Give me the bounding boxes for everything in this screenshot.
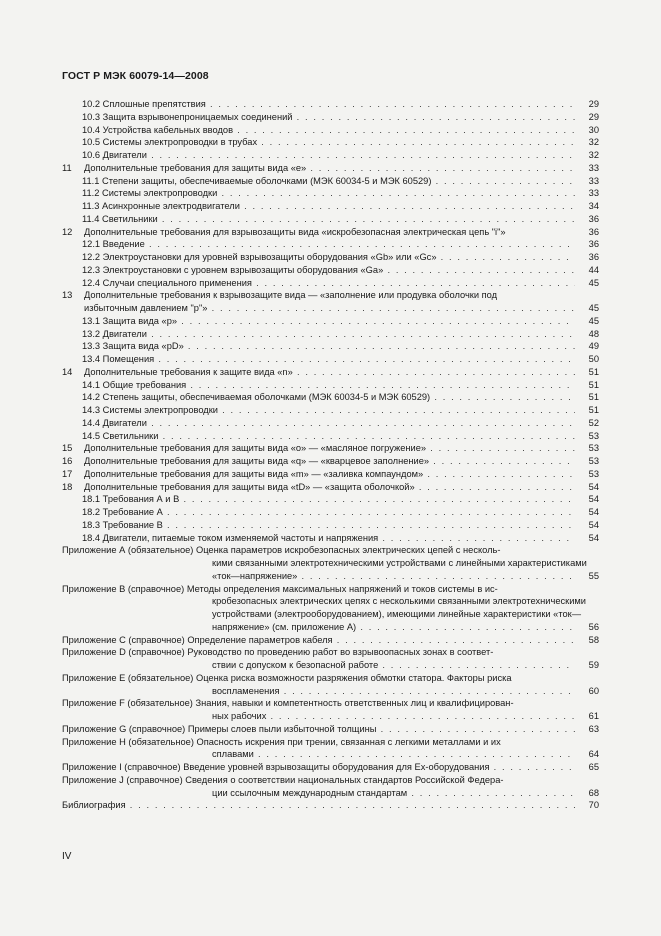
toc-entry — [62, 634, 599, 647]
toc-entry — [62, 595, 599, 608]
toc-page-number: 36 — [588, 252, 599, 262]
toc-entry-title: напряжение» (см. приложение А) . . . — [212, 621, 575, 634]
toc-entry — [62, 238, 599, 251]
toc-page-number: 53 — [588, 468, 599, 479]
toc-entry-title: Дополнительные требования для защиты вида «е» . . . — [84, 162, 575, 175]
toc-entry-title: 14.1 Общие требования . . . — [82, 379, 575, 392]
toc-page-number: 36 — [588, 239, 599, 250]
toc-page-number: 44 — [588, 264, 599, 275]
toc-page-number: 36 — [588, 226, 599, 237]
toc-entry-title: 12.3 Электроустановки с уровнем взрывозащиты оборудования «Ga» . . . — [82, 264, 575, 277]
toc-entry — [62, 481, 599, 494]
toc-entry-title: 14.5 Светильники . . . — [82, 430, 575, 443]
toc-page-number: 63 — [588, 723, 599, 734]
toc-entry-title: 12.4 Случаи специального применения . . . — [82, 277, 575, 290]
toc-entry-title: кробезопасных электрических цепях с несколькими связанными электротехническими — [212, 596, 586, 607]
toc-page-number: 29 — [588, 99, 599, 109]
toc-entry — [62, 289, 599, 302]
toc-entry — [62, 774, 599, 787]
toc-entry — [62, 442, 599, 455]
toc-section-number: 18 — [62, 481, 73, 492]
toc-page-number: 53 — [588, 456, 599, 466]
toc-entry — [62, 353, 599, 366]
toc-entry-title: Приложение А (обязательное) Оценка параметров искробезопасных электрических цепей с несколь- — [62, 545, 501, 556]
toc-section-number: 16 — [62, 456, 73, 466]
toc-page-number: 54 — [588, 494, 599, 505]
toc-entry — [62, 149, 599, 162]
toc-entry-title: сплавами . . . — [212, 748, 575, 761]
toc-entry — [62, 417, 599, 430]
toc-entry-title: избыточным давлением "р"» . . . — [84, 302, 575, 315]
toc-entry-title: 11.4 Светильники . . . — [82, 213, 575, 226]
toc-entry-title: Приложение В (справочное) Методы определения максимальных напряжений и токов системы в ис- — [62, 583, 498, 594]
toc-entry-title: 13.2 Двигатели . . . — [82, 328, 575, 341]
toc-section-number: 14 — [62, 366, 73, 377]
toc-page-number: 68 — [588, 787, 599, 798]
toc-page-number: 59 — [588, 660, 599, 670]
toc-page-number: 51 — [588, 366, 599, 377]
toc-page-number: 61 — [588, 711, 599, 721]
toc-entry-title: 14.4 Двигатели . . . — [82, 417, 575, 430]
toc-entry-title: Дополнительные требования для защиты вида «tD» — «защита оболочкой» . . . — [84, 481, 575, 494]
toc-entry-title: Дополнительные требования для защиты вида «q» — «кварцевое заполнение» . . . — [84, 455, 575, 468]
page-number: IV — [62, 851, 72, 862]
toc-entry-title: 13.4 Помещения . . . — [82, 353, 575, 366]
toc-page-number: 70 — [588, 800, 599, 811]
toc-entry — [62, 570, 599, 583]
toc-page-number: 36 — [588, 213, 599, 224]
toc-entry — [62, 799, 599, 812]
toc-page-number: 58 — [588, 634, 599, 645]
toc-entry-title: Дополнительные требования для взрывозащиты вида «искробезопасная электрическая цепь "i"» — [84, 226, 506, 237]
toc-entry-title: Приложение D (справочное) Руководство по проведению работ во взрывоопасных зонах в соответ- — [62, 647, 494, 658]
toc-entry-title: Приложение J (справочное) Сведения о соответствии национальных стандартов Российской Федера- — [62, 774, 504, 785]
toc-entry — [62, 226, 599, 239]
toc-entry — [62, 200, 599, 213]
toc-section-number: 12 — [62, 226, 73, 237]
toc-entry-title: 14.2 Степень защиты, обеспечиваемая оболочками (МЭК 60034-5 и МЭК 60529) . . . — [82, 391, 575, 404]
toc-entry — [62, 608, 599, 621]
toc-entry — [62, 723, 599, 736]
toc-entry-title: 13.3 Защита вида «pD» . . . — [82, 340, 575, 353]
toc-entry — [62, 787, 599, 800]
toc-page-number: 55 — [588, 570, 599, 581]
toc-page-number: 54 — [588, 481, 599, 492]
toc-entry — [62, 430, 599, 443]
toc-page-number: 56 — [588, 621, 599, 632]
toc-entry — [62, 748, 599, 761]
toc-page-number: 52 — [588, 417, 599, 428]
toc-page-number: 51 — [588, 405, 599, 415]
toc-page-number: 54 — [588, 519, 599, 530]
toc-entry — [62, 162, 599, 175]
toc-page-number: 48 — [588, 328, 599, 339]
toc-entry-title: устройствами (электрооборудованием), имеющими линейные характеристики «ток— — [212, 609, 582, 619]
toc-page-number: 49 — [588, 341, 599, 352]
toc-entry-title: 11.1 Степени защиты, обеспечиваемые оболочками (МЭК 60034-5 и МЭК 60529) . . . — [82, 175, 575, 188]
toc-entry — [62, 455, 599, 468]
toc-entry — [62, 328, 599, 341]
toc-page-number: 30 — [588, 124, 599, 135]
toc-page-number: 33 — [588, 162, 599, 173]
toc-page-number: 65 — [588, 762, 599, 772]
toc-entry-title: Дополнительные требования к взрывозащите вида — «заполнение или продувка оболочки под — [84, 290, 498, 301]
toc-entry-title: Дополнительные требования для защиты вида «о» — «масляное погружение» . . . — [84, 442, 575, 455]
toc-entry — [62, 124, 599, 137]
toc-entry — [62, 366, 599, 379]
toc-entry — [62, 277, 599, 290]
toc-page-number: 51 — [588, 392, 599, 403]
toc-entry — [62, 213, 599, 226]
toc-entry-title: воспламенения . . . — [212, 685, 575, 698]
toc-entry — [62, 761, 599, 774]
toc-page-number: 34 — [588, 201, 599, 211]
toc-entry-title: ции ссылочным международным стандартам . . . — [212, 787, 575, 800]
toc-entry — [62, 532, 599, 545]
toc-entry — [62, 736, 599, 749]
toc-entry-title: 10.6 Двигатели . . . — [82, 149, 575, 162]
toc-entry-title: ствии с допуском к безопасной работе . . . — [212, 659, 575, 672]
toc-page-number: 54 — [588, 507, 599, 517]
toc-entry-title: 11.2 Системы электропроводки . . . — [82, 187, 575, 200]
toc-entry — [62, 315, 599, 328]
toc-entry — [62, 506, 599, 519]
toc-page-number: 50 — [588, 354, 599, 364]
toc-entry-title: 10.3 Защита взрывонепроницаемых соединений . . . — [82, 111, 575, 124]
toc-entry-title: 18.4 Двигатели, питаемые током изменяемой частоты и напряжения . . . — [82, 532, 575, 545]
toc-page-number: 54 — [588, 532, 599, 543]
toc-entry-title: Дополнительные требования к защите вида «n» . . . — [84, 366, 575, 379]
toc-entry — [62, 340, 599, 353]
toc-entry — [62, 98, 599, 111]
toc-page-number: 32 — [588, 150, 599, 160]
toc-entry — [62, 697, 599, 710]
toc-entry-title: кими связанными электротехническими устройствами с линейными характеристиками — [212, 558, 587, 568]
toc-entry — [62, 187, 599, 200]
toc-entry-title: Приложение Е (обязательное) Оценка риска возможности разряжения обмотки статора. Факторы риска — [62, 672, 512, 683]
toc-entry-title: 18.3 Требование В . . . — [82, 519, 575, 532]
toc-entry-title: 12.2 Электроустановки для уровней взрывозащиты оборудования «Gb» или «Gc» . . . — [82, 251, 575, 264]
toc-entry-title: 10.5 Системы электропроводки в трубах . . . — [82, 136, 575, 149]
toc-entry-title: Приложение С (справочное) Определение параметров кабеля . . . — [62, 634, 575, 647]
toc-entry-title: 18.1 Требования А и В . . . — [82, 493, 575, 506]
toc-entry — [62, 264, 599, 277]
toc-entry — [62, 557, 599, 570]
toc-entry-title: Приложение G (справочное) Примеры слоев пыли избыточной толщины . . . — [62, 723, 575, 736]
toc-entry — [62, 251, 599, 264]
toc-entry-title: Библиография . . . — [62, 799, 575, 812]
toc-entry-title: 13.1 Защита вида «р» . . . — [82, 315, 575, 328]
toc-entry — [62, 404, 599, 417]
toc-section-number: 17 — [62, 468, 73, 479]
toc-page-number: 29 — [588, 111, 599, 122]
toc-entry — [62, 302, 599, 315]
toc-entry — [62, 175, 599, 188]
toc-page-number: 33 — [588, 175, 599, 186]
toc-section-number: 13 — [62, 290, 73, 301]
toc-page-number: 45 — [588, 303, 599, 313]
toc-page-number: 53 — [588, 430, 599, 441]
toc-entry-title: 10.2 Сплошные препятствия . . . — [82, 98, 575, 111]
document-header: ГОСТ Р МЭК 60079-14—2008 — [62, 70, 209, 82]
toc-page-number: 53 — [588, 443, 599, 454]
table-of-contents — [62, 98, 599, 812]
toc-page-number: 33 — [588, 188, 599, 199]
toc-entry-title: Дополнительные требования для защиты вида «m» — «заливка компаундом» . . . — [84, 468, 575, 481]
toc-entry-title: 12.1 Введение . . . — [82, 238, 575, 251]
toc-entry — [62, 685, 599, 698]
toc-entry-title: «ток—напряжение» . . . — [212, 570, 575, 583]
toc-entry — [62, 391, 599, 404]
toc-entry — [62, 468, 599, 481]
toc-section-number: 11 — [62, 162, 72, 173]
toc-entry — [62, 493, 599, 506]
toc-entry — [62, 659, 599, 672]
toc-entry — [62, 519, 599, 532]
toc-entry-title: 11.3 Асинхронные электродвигатели . . . — [82, 200, 575, 213]
toc-entry — [62, 672, 599, 685]
toc-entry — [62, 583, 599, 596]
toc-entry — [62, 621, 599, 634]
toc-entry — [62, 646, 599, 659]
toc-page-number: 45 — [588, 277, 599, 288]
toc-entry — [62, 544, 599, 557]
toc-page-number: 32 — [588, 137, 599, 148]
toc-entry-title: 14.3 Системы электропроводки . . . — [82, 404, 575, 417]
toc-page-number: 45 — [588, 315, 599, 326]
toc-entry-title: 10.4 Устройства кабельных вводов . . . — [82, 124, 575, 137]
toc-entry-title: 18.2 Требование А . . . — [82, 506, 575, 519]
toc-entry-title: Приложение Н (обязательное) Опасность искрения при трении, связанная с легкими металлами и их — [62, 736, 501, 747]
toc-entry — [62, 111, 599, 124]
toc-entry-title: Приложение F (обязательное) Знания, навыки и компетентность ответственных лиц и квалифицирован- — [62, 698, 514, 709]
toc-entry-title: Приложение I (справочное) Введение уровней взрывозащиты оборудования для Ех-оборудования . . . — [62, 761, 575, 774]
toc-entry — [62, 136, 599, 149]
toc-page-number: 64 — [588, 749, 599, 760]
toc-entry — [62, 710, 599, 723]
toc-entry-title: ных рабочих . . . — [212, 710, 575, 723]
toc-section-number: 15 — [62, 443, 73, 454]
toc-page-number: 60 — [588, 685, 599, 696]
toc-page-number: 51 — [588, 379, 599, 390]
toc-entry — [62, 379, 599, 392]
